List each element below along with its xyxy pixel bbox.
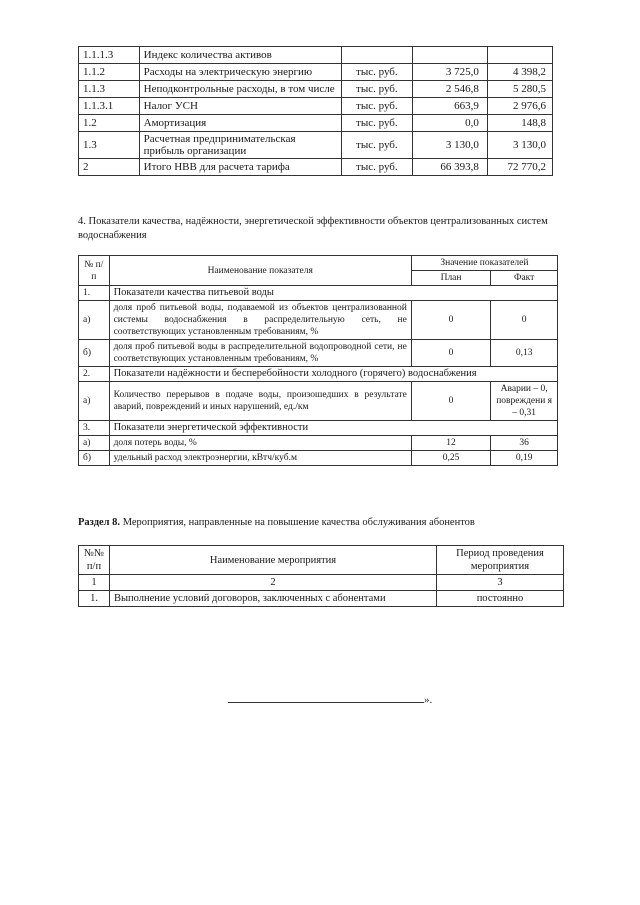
row-fact: 3 130,0 (487, 132, 552, 159)
indicator-name: удельный расход электроэнергии, кВтч/куб.м (109, 451, 411, 466)
indicators-header-row (79, 256, 558, 271)
indicator-section-title: Показатели энергетической эффективности (109, 421, 557, 436)
header-num: №№ п/п (79, 546, 110, 575)
measure-name: Выполнение условий договоров, заключенных с абонентами (110, 591, 437, 607)
row-fact: 4 398,2 (487, 64, 552, 81)
row-name: Расходы на электрическую энергию (139, 64, 341, 81)
row-plan: 3 725,0 (412, 64, 487, 81)
measures-colnum-row (79, 575, 564, 591)
row-name: Итого НВВ для расчета тарифа (139, 159, 341, 176)
indicator-plan: 0 (411, 340, 490, 367)
section8-label: Раздел 8. (78, 517, 121, 528)
row-fact (487, 47, 552, 64)
indicator-section-title: Показатели надёжности и бесперебойности холодного (горячего) водоснабжения (109, 367, 557, 382)
col-num-3: 3 (437, 575, 564, 591)
indicator-fact: 36 (491, 436, 558, 451)
indicators-table (78, 255, 558, 466)
signature-line (228, 692, 432, 707)
indicator-fact: 0 (491, 301, 558, 340)
section8-title: Мероприятия, направленные на повышение качества обслуживания абонентов (122, 517, 475, 528)
measures-row (79, 591, 564, 607)
row-num: 1.1.3.1 (79, 98, 140, 115)
indicator-fact: Аварии – 0, повреждени я – 0,31 (491, 382, 558, 421)
col-num-1: 1 (79, 575, 110, 591)
header-period: Период проведения мероприятия (437, 546, 564, 575)
indicator-name: доля проб питьевой воды, подаваемой из объектов централизованной системы водоснабжения в распределительную сеть, не соответствующих установленным требованиям, % (109, 301, 411, 340)
row-num: 1.2 (79, 115, 140, 132)
cost-row (79, 98, 553, 115)
indicator-plan: 0 (411, 382, 490, 421)
row-num: 2 (79, 159, 140, 176)
row-name: Индекс количества активов (139, 47, 341, 64)
row-unit: тыс. руб. (342, 81, 413, 98)
row-plan: 66 393,8 (412, 159, 487, 176)
indicator-plan: 0,25 (411, 451, 490, 466)
indicator-num: б) (79, 340, 110, 367)
header-name: Наименование мероприятия (110, 546, 437, 575)
header-plan: План (411, 271, 490, 286)
measures-table (78, 545, 564, 607)
row-unit: тыс. руб. (342, 64, 413, 81)
header-value: Значение показателей (411, 256, 557, 271)
row-name: Расчетная предпринимательская прибыль организации (139, 132, 341, 159)
indicator-row (79, 382, 558, 421)
cost-row (79, 159, 553, 176)
indicator-plan: 0 (411, 301, 490, 340)
header-fact: Факт (491, 271, 558, 286)
indicator-name: Количество перерывов в подаче воды, произошедших в результате аварий, повреждений и иных нарушений, ед./км (109, 382, 411, 421)
measure-period: постоянно (437, 591, 564, 607)
indicator-num: 2. (79, 367, 110, 382)
indicator-num: б) (79, 451, 110, 466)
indicator-section-row (79, 421, 558, 436)
row-fact: 148,8 (487, 115, 552, 132)
indicator-section-row (79, 286, 558, 301)
row-num: 1.1.3 (79, 81, 140, 98)
indicator-row (79, 340, 558, 367)
indicator-name: доля потерь воды, % (109, 436, 411, 451)
indicator-section-title: Показатели качества питьевой воды (109, 286, 557, 301)
indicator-section-row (79, 367, 558, 382)
header-num: № п/п (79, 256, 110, 286)
row-name: Неподконтрольные расходы, в том числе (139, 81, 341, 98)
cost-row (79, 132, 553, 159)
indicator-fact: 0,19 (491, 451, 558, 466)
row-name: Амортизация (139, 115, 341, 132)
indicator-row (79, 451, 558, 466)
cost-row (79, 115, 553, 132)
indicator-row (79, 436, 558, 451)
row-unit: тыс. руб. (342, 159, 413, 176)
row-unit: тыс. руб. (342, 115, 413, 132)
row-plan: 0,0 (412, 115, 487, 132)
indicator-num: 3. (79, 421, 110, 436)
row-fact: 2 976,6 (487, 98, 552, 115)
row-num: 1.1.1.3 (79, 47, 140, 64)
header-name: Наименование показателя (109, 256, 411, 286)
indicator-fact: 0,13 (491, 340, 558, 367)
cost-row (79, 64, 553, 81)
signature-underline (228, 692, 424, 703)
section4-heading: 4. Показатели качества, надёжности, энергетической эффективности объектов централизованных систем водоснабжения (78, 216, 548, 241)
cost-row (79, 81, 553, 98)
indicator-num: а) (79, 382, 110, 421)
row-plan: 663,9 (412, 98, 487, 115)
row-plan: 2 546,8 (412, 81, 487, 98)
measures-header-row (79, 546, 564, 575)
cost-table (78, 46, 553, 176)
row-name: Налог УСН (139, 98, 341, 115)
section8-heading (78, 516, 578, 530)
indicator-name: доля проб питьевой воды в распределительной водопроводной сети, не соответствующих установленным требованиям, % (109, 340, 411, 367)
row-plan: 3 130,0 (412, 132, 487, 159)
measure-num: 1. (79, 591, 110, 607)
closing-quote: ». (424, 694, 433, 706)
row-plan (412, 47, 487, 64)
cost-row (79, 47, 553, 64)
indicator-plan: 12 (411, 436, 490, 451)
row-unit: тыс. руб. (342, 132, 413, 159)
indicator-row (79, 301, 558, 340)
row-fact: 72 770,2 (487, 159, 552, 176)
col-num-2: 2 (110, 575, 437, 591)
indicator-num: а) (79, 301, 110, 340)
row-fact: 5 280,5 (487, 81, 552, 98)
indicator-num: а) (79, 436, 110, 451)
indicator-num: 1. (79, 286, 110, 301)
row-unit: тыс. руб. (342, 98, 413, 115)
row-unit (342, 47, 413, 64)
row-num: 1.3 (79, 132, 140, 159)
row-num: 1.1.2 (79, 64, 140, 81)
